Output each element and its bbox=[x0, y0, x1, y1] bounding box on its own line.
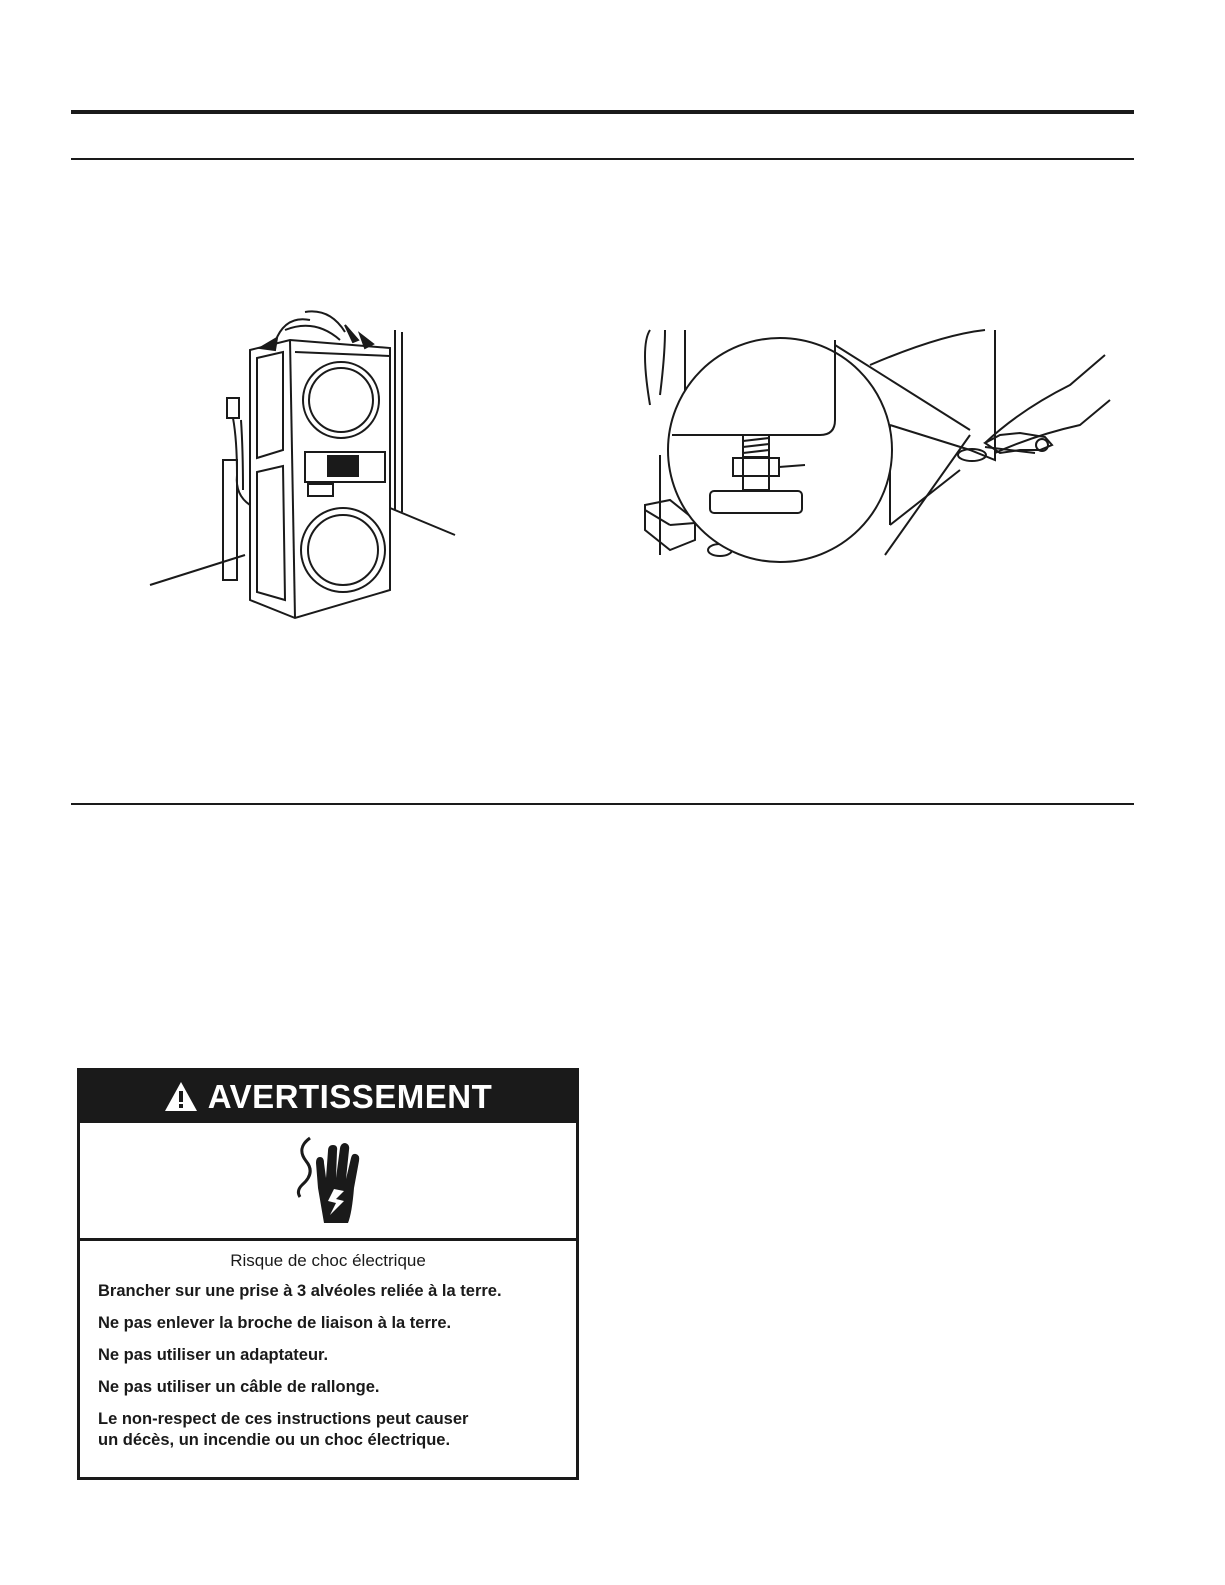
warning-box bbox=[77, 1068, 579, 1480]
section-rule-1 bbox=[71, 158, 1134, 160]
stacked-unit-illustration bbox=[145, 300, 465, 620]
warning-line-3: Ne pas utiliser un adaptateur. bbox=[98, 1346, 329, 1364]
warning-heading: Risque de choc électrique bbox=[230, 1251, 426, 1270]
warning-line-1: Brancher sur une prise à 3 alvéoles reliée à la terre. bbox=[98, 1282, 502, 1300]
section-rule-2 bbox=[71, 803, 1134, 805]
electric-shock-hand-icon bbox=[288, 1133, 368, 1228]
warning-body bbox=[80, 1241, 576, 1451]
warning-triangle-icon bbox=[164, 1080, 198, 1114]
top-rule bbox=[71, 110, 1134, 114]
warning-header bbox=[80, 1071, 576, 1123]
warning-line-2: Ne pas enlever la broche de liaison à la terre. bbox=[98, 1314, 452, 1332]
leveling-foot-illustration bbox=[640, 325, 1120, 585]
warning-title: AVERTISSEMENT bbox=[207, 1078, 493, 1115]
warning-line-4: Ne pas utiliser un câble de rallonge. bbox=[98, 1378, 380, 1396]
warning-line-5: Le non-respect de ces instructions peut causer un décès, un incendie ou un choc électrique. bbox=[98, 1410, 469, 1449]
warning-symbol-area bbox=[80, 1123, 576, 1241]
